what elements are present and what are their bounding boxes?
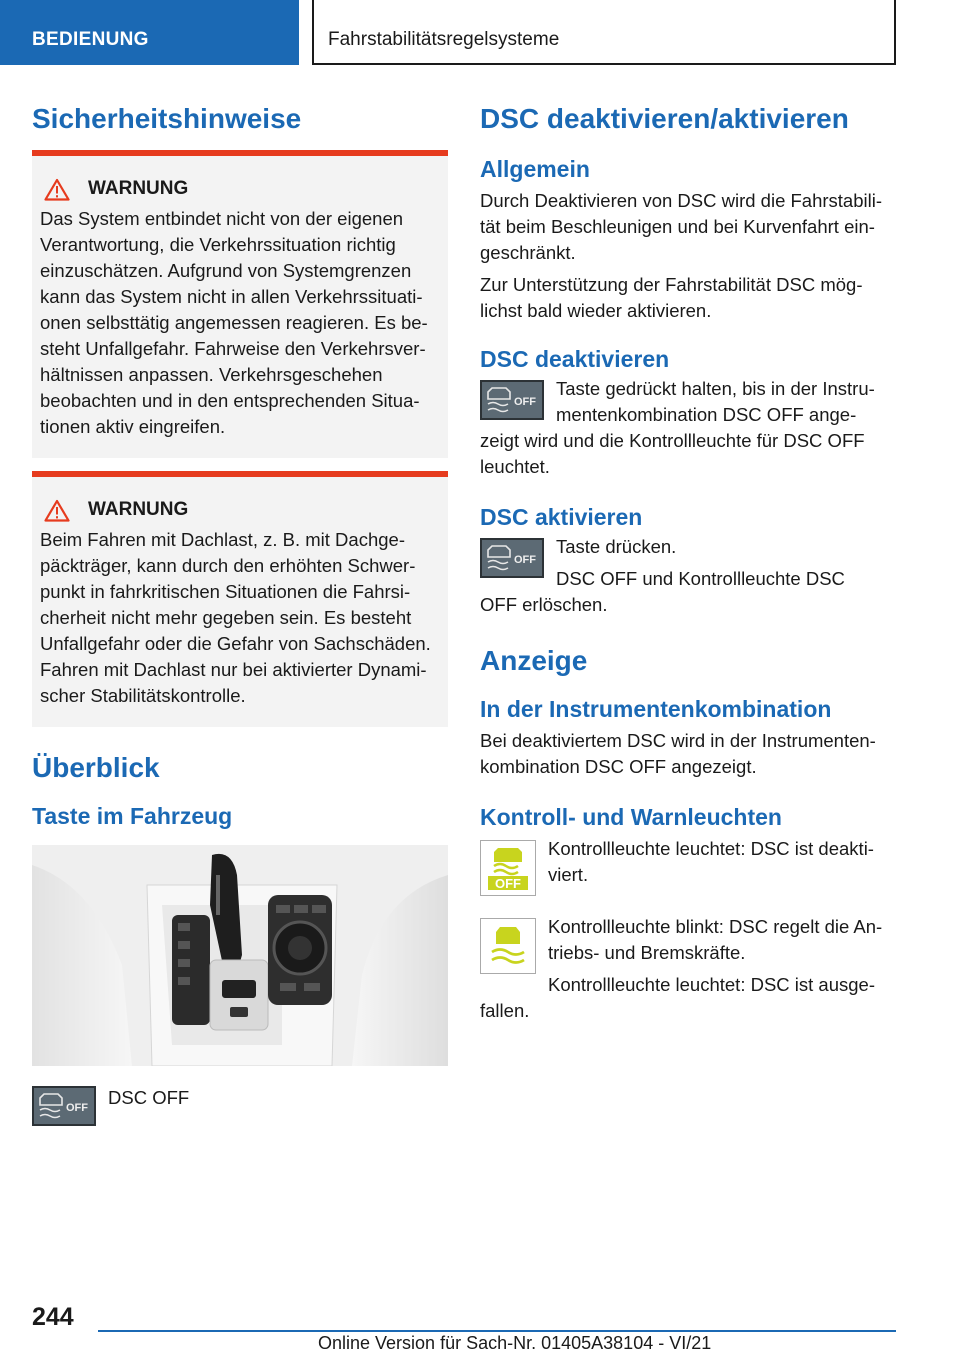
lamp-row-1: [480, 836, 896, 896]
dsc-off-button-icon: [480, 380, 544, 420]
center-console-illustration: [32, 845, 448, 1066]
svg-text:OFF: OFF: [495, 876, 521, 891]
lamp-text-2: Kontrollleuchte blinkt: DSC regelt die An- triebs- und Bremskräfte.: [548, 916, 883, 963]
warning-text-1: Das System entbindet nicht von der eigenen Verantwortung, die Verkehrssituation richtig einzuschätzen. Aufgrund von Systemgrenzen kann das System nicht in allen Verkehrssituati- onen selbsttätig angemessen reagieren. Es be- steht Unfallgefahr. Fahrweise den Verkehrsver- hältnissen anpassen. Verkehrsgeschehen beobachten und in den entsprechenden Situa- tionen aktiv eingreifen.: [40, 208, 428, 437]
warning-label: WARNUNG: [88, 178, 189, 199]
dsc-off-warning-lamp-icon: [480, 840, 536, 896]
button-caption-row: [32, 1086, 448, 1126]
general-text-1: Durch Deaktivieren von DSC wird die Fahrstabili- tät beim Beschleunigen und bei Kurvenfahrt ein- geschränkt.: [480, 190, 883, 263]
left-column: [32, 100, 448, 1126]
header-section-tab: [0, 0, 299, 65]
activate-text-1: Taste drücken.: [556, 536, 677, 557]
svg-text:OFF: OFF: [514, 554, 536, 566]
right-column: [480, 100, 896, 1024]
dsc-off-button-icon: [32, 1086, 96, 1126]
header-section-label: BEDIENUNG: [32, 29, 149, 50]
warning-box-2: [32, 471, 448, 727]
warning-label: WARNUNG: [88, 499, 189, 520]
deactivate-title: DSC deaktivieren: [480, 346, 670, 372]
cluster-text: Bei deaktiviertem DSC wird in der Instrumenten- kombination DSC OFF angezeigt.: [480, 730, 876, 777]
cluster-title: In der Instrumentenkombination: [480, 696, 832, 722]
warning-header: [44, 497, 440, 523]
lamps-title: Kontroll- und Warnleuchten: [480, 804, 782, 830]
warning-box-1: [32, 150, 448, 458]
footer-version-text: Online Version für Sach-Nr. 01405A38104 - VI/21: [318, 1333, 712, 1353]
activate-text-2: DSC OFF und Kontrollleuchte DSC OFF erlöschen.: [480, 568, 845, 615]
button-title: Taste im Fahrzeug: [32, 803, 233, 829]
activate-title: DSC aktivieren: [480, 504, 643, 530]
header-chapter-label: Fahrstabilitätsregelsysteme: [328, 29, 560, 50]
lamp-row-2: [480, 914, 896, 1024]
footer-divider: [98, 1330, 896, 1332]
general-title: Allgemein: [480, 156, 590, 182]
safety-title: Sicherheitshinweise: [32, 103, 302, 134]
dsc-off-button-icon: [480, 538, 544, 578]
lamp-text-3: Kontrollleuchte leuchtet: DSC ist ausge- fallen.: [480, 974, 876, 1021]
header-chapter-tab: [312, 0, 896, 65]
overview-title: Überblick: [32, 752, 160, 783]
warning-triangle-icon: [44, 499, 70, 522]
general-text-2: Zur Unterstützung der Fahrstabilität DSC mög- lichst bald wieder aktivieren.: [480, 274, 863, 321]
warning-header: [44, 176, 440, 202]
deactivate-text: Taste gedrückt halten, bis in der Instru- mentenkombination DSC OFF ange- zeigt wird und die Kontrollleuchte für DSC OFF leuchtet.: [480, 378, 875, 477]
button-caption: DSC OFF: [108, 1087, 190, 1108]
warning-text-2: Beim Fahren mit Dachlast, z. B. mit Dachge- päckträger, kann durch den erhöhten Schwer- punkt in fahrkritischen Situationen die Fahrsi- cherheit nicht mehr gegeben sein. Es besteht Unfallgefahr oder die Gefahr von Sachschäden. Fahren mit Dachlast nur bei aktivierter Dynami- scher Stabilitätskontrolle.: [40, 529, 431, 706]
lamp-text-1: Kontrollleuchte leuchtet: DSC ist deakti- viert.: [548, 838, 874, 885]
dsc-warning-lamp-icon: [480, 918, 536, 974]
svg-text:OFF: OFF: [514, 396, 536, 408]
activate-block: [480, 534, 896, 618]
display-title: Anzeige: [480, 645, 588, 676]
deactivate-block: [480, 376, 896, 480]
dsc-title: DSC deaktivieren/aktivieren: [480, 103, 849, 134]
center-console-photo: [32, 845, 448, 1066]
icon-off-text: OFF: [66, 1102, 88, 1114]
page-number: 244: [32, 1303, 74, 1331]
warning-triangle-icon: [44, 178, 70, 201]
